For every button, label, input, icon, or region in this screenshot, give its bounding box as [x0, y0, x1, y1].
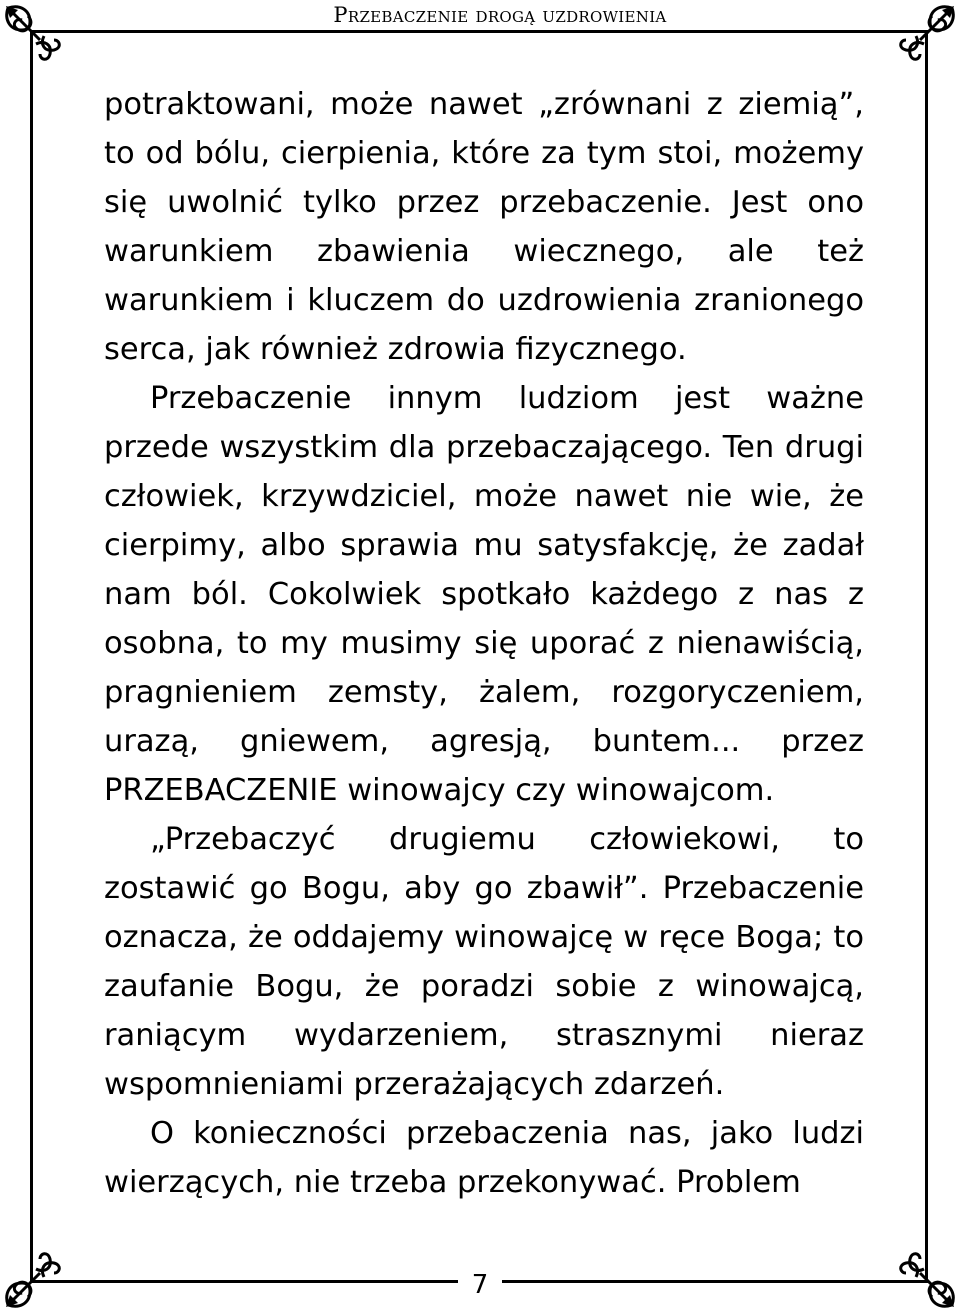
- paragraph: „Przebaczyć drugiemu człowiekowi, to zostawić go Bogu, aby go zbawił”. Przebaczenie oznacza, że oddajemy winowajcę w ręce Boga; to zaufanie Bogu, że poradzi sobie z winowajcą, raniącym wydarzeniem, strasznymi nieraz wspomnieniami przerażających zdarzeń.: [104, 822, 864, 1102]
- paragraph: potraktowani, może nawet „zrównani z ziemią”, to od bólu, cierpienia, które za tym stoi, możemy się uwolnić tylko przez przebaczenie. Jest ono warunkiem zbawienia wiecznego, ale też warunkiem i kluczem do uzdrowienia zranionego serca, jak również zdrowia fizycznego.: [104, 87, 864, 367]
- page-number: 7: [458, 1269, 503, 1301]
- paragraph: O konieczności przebaczenia nas, jako ludzi wierzących, nie trzeba przekonywać. Problem: [104, 1116, 864, 1200]
- page-body: [104, 80, 864, 1207]
- page-number-footer: [0, 1269, 960, 1301]
- running-header: [0, 2, 960, 28]
- running-header-title: Przebaczenie drogą uzdrowienia: [323, 2, 676, 28]
- paragraph: Przebaczenie innym ludziom jest ważne przede wszystkim dla przebaczającego. Ten drugi człowiek, krzywdziciel, może nawet nie wie, że cierpimy, albo sprawia mu satysfakcję, że zadał nam ból. Cokolwiek spotkało każdego z nas z osobna, to my musimy się uporać z nienawiścią, pragnieniem zemsty, żalem, rozgoryczeniem, urazą, gniewem, agresją, buntem... przez PRZEBACZENIE winowajcy czy winowajcom.: [104, 381, 864, 808]
